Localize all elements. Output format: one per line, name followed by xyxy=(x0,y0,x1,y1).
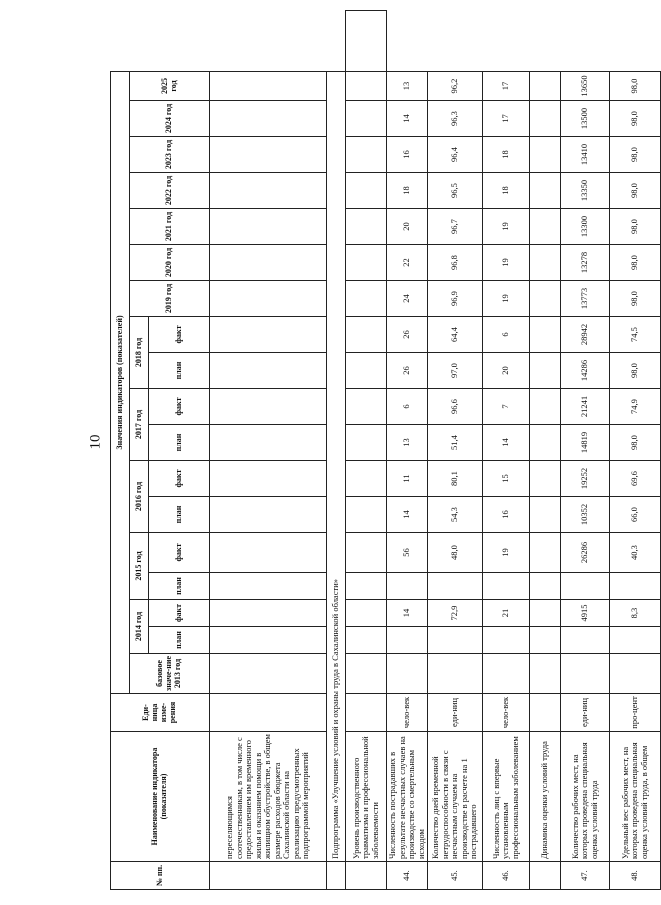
table-row xyxy=(387,11,428,890)
value-cell: 14 xyxy=(387,101,428,137)
value-cell xyxy=(530,389,561,425)
row-unit: еди-ниц xyxy=(428,694,483,732)
value-cell xyxy=(561,627,610,654)
row-name: Динамика оценки условий труда xyxy=(530,732,561,862)
header-fact-2015: факт xyxy=(149,533,210,573)
value-cell: 17 xyxy=(483,101,530,137)
row-name: Численность пострадавших в результате несчастных случаев на производстве со смертельным исходом xyxy=(387,732,428,862)
value-cell: 96,5 xyxy=(428,173,483,209)
value-cell xyxy=(530,281,561,317)
header-year-2014: 2014 год xyxy=(130,600,149,654)
value-cell xyxy=(428,573,483,600)
value-cell: 96,2 xyxy=(428,71,483,100)
value-cell: 24 xyxy=(387,281,428,317)
value-cell: 96,7 xyxy=(428,209,483,245)
value-cell: 69,6 xyxy=(610,461,661,497)
value-cell: 11 xyxy=(387,461,428,497)
value-cell: 8,3 xyxy=(610,600,661,627)
header-values-group: Значения индикаторов (показателей) xyxy=(111,71,130,693)
row-name: переселяющимся соотечественникам, в том числе с предоставлением им временного жилья и оказанием помощи в жилищном обустройстве, в общем размере расходов бюджета Сахалинской области на реализацию предусмотренных подпрограммой мероприятий xyxy=(210,732,327,862)
value-cell xyxy=(530,317,561,353)
value-cell: 18 xyxy=(387,173,428,209)
rotated-page xyxy=(110,10,649,890)
value-cell: 20 xyxy=(483,353,530,389)
indicators-table xyxy=(110,10,661,890)
value-cell: 14 xyxy=(387,497,428,533)
value-cell xyxy=(483,654,530,694)
value-cell: 21 xyxy=(483,600,530,627)
row-name: Удельный вес рабочих мест, на которых проведена специальная оценка условий труда, в общем xyxy=(610,732,661,862)
value-cell: 26 xyxy=(387,353,428,389)
value-cell: 16 xyxy=(483,497,530,533)
value-cell: 19 xyxy=(483,533,530,573)
value-cell xyxy=(483,573,530,600)
header-num: № пп. xyxy=(111,862,210,890)
header-year-2022: 2022 год xyxy=(130,173,210,209)
header-plan-2016: план xyxy=(149,497,210,533)
table-row xyxy=(428,11,483,890)
header-plan-2017: план xyxy=(149,425,210,461)
header-plan-2018: план xyxy=(149,353,210,389)
value-cell: 98,0 xyxy=(610,353,661,389)
value-cell: 98,0 xyxy=(610,101,661,137)
table-row xyxy=(530,11,561,890)
value-cell: 13650 xyxy=(561,71,610,100)
header-year-2016: 2016 год xyxy=(130,461,149,533)
row-num: 44. xyxy=(387,862,428,890)
header-unit: Еди-ница изме-рения xyxy=(111,694,210,732)
header-year-2021: 2021 год xyxy=(130,209,210,245)
value-cell: 56 xyxy=(387,533,428,573)
value-cell: 80,1 xyxy=(428,461,483,497)
row-num xyxy=(530,862,561,890)
value-cell: 64,4 xyxy=(428,317,483,353)
value-cell: 6 xyxy=(387,389,428,425)
value-cell: 98,0 xyxy=(610,173,661,209)
value-cell: 98,0 xyxy=(610,137,661,173)
value-cell: 6 xyxy=(483,317,530,353)
value-cell: 19 xyxy=(483,209,530,245)
row-name: Количество рабочих мест, на которых проведена специальная оценка условий труда xyxy=(561,732,610,862)
header-plan-2015: план xyxy=(149,573,210,600)
value-cell: 13 xyxy=(387,71,428,100)
value-cell xyxy=(387,654,428,694)
value-cell: 21241 xyxy=(561,389,610,425)
value-cell xyxy=(530,461,561,497)
value-cell: 13410 xyxy=(561,137,610,173)
value-cell xyxy=(530,654,561,694)
header-year-2019: 2019 год xyxy=(130,281,210,317)
value-cell xyxy=(530,533,561,573)
value-cell: 7 xyxy=(483,389,530,425)
value-cell xyxy=(561,654,610,694)
value-cell: 96,6 xyxy=(428,389,483,425)
row-unit: про-цент xyxy=(610,694,661,732)
row-num: 48. xyxy=(610,862,661,890)
value-cell xyxy=(610,573,661,600)
table-row xyxy=(483,11,530,890)
value-cell: 14819 xyxy=(561,425,610,461)
value-cell: 26 xyxy=(387,317,428,353)
value-cell: 98,0 xyxy=(610,281,661,317)
value-cell xyxy=(530,353,561,389)
value-cell xyxy=(530,627,561,654)
value-cell: 96,4 xyxy=(428,137,483,173)
value-cell: 96,8 xyxy=(428,245,483,281)
value-cell: 13500 xyxy=(561,101,610,137)
value-cell xyxy=(428,627,483,654)
value-cell xyxy=(610,627,661,654)
value-cell: 10352 xyxy=(561,497,610,533)
table-row xyxy=(610,11,661,890)
value-cell: 13300 xyxy=(561,209,610,245)
value-cell xyxy=(530,497,561,533)
value-cell xyxy=(530,209,561,245)
value-cell: 13773 xyxy=(561,281,610,317)
value-cell: 20 xyxy=(387,209,428,245)
value-cell: 13350 xyxy=(561,173,610,209)
value-cell xyxy=(530,173,561,209)
value-cell: 72,9 xyxy=(428,600,483,627)
value-cell: 96,9 xyxy=(428,281,483,317)
value-cell: 13278 xyxy=(561,245,610,281)
row-num: 47. xyxy=(561,862,610,890)
header-year-2015: 2015 год xyxy=(130,533,149,600)
value-cell: 74,5 xyxy=(610,317,661,353)
value-cell xyxy=(530,71,561,100)
value-cell xyxy=(483,627,530,654)
header-year-2024: 2024 год xyxy=(130,101,210,137)
value-cell xyxy=(610,654,661,694)
value-cell xyxy=(387,573,428,600)
value-cell: 14 xyxy=(387,600,428,627)
table-row-continuation xyxy=(210,11,327,890)
row-name: Численность лиц с впервые установленным профессиональным заболеванием xyxy=(483,732,530,862)
value-cell: 48,0 xyxy=(428,533,483,573)
value-cell: 97,0 xyxy=(428,353,483,389)
value-cell: 96,3 xyxy=(428,101,483,137)
table-row-section xyxy=(346,11,387,890)
header-year-2025: 2025 год xyxy=(130,71,210,100)
value-cell: 66,0 xyxy=(610,497,661,533)
row-name: Уровень производственного травматизма и профессиональной заболеваемости xyxy=(346,732,387,862)
value-cell: 19 xyxy=(483,245,530,281)
value-cell xyxy=(530,101,561,137)
value-cell: 28942 xyxy=(561,317,610,353)
value-cell: 19252 xyxy=(561,461,610,497)
header-plan-2014: план xyxy=(149,627,210,654)
row-num: 46. xyxy=(483,862,530,890)
value-cell: 98,0 xyxy=(610,425,661,461)
value-cell: 26286 xyxy=(561,533,610,573)
header-year-2020: 2020 год xyxy=(130,245,210,281)
value-cell: 15 xyxy=(483,461,530,497)
row-unit: еди-ниц xyxy=(561,694,610,732)
value-cell xyxy=(428,654,483,694)
value-cell: 16 xyxy=(387,137,428,173)
header-name: Наименование индикатора (показателя) xyxy=(111,732,210,862)
value-cell: 18 xyxy=(483,137,530,173)
value-cell xyxy=(561,573,610,600)
table-row-subprogram xyxy=(327,11,346,890)
row-name: Количество дней временной нетрудоспособности в связи с несчастным случаем на производстве в расчете на 1 пострадавшего xyxy=(428,732,483,862)
row-num: 45. xyxy=(428,862,483,890)
header-fact-2014: факт xyxy=(149,600,210,627)
value-cell: 74,9 xyxy=(610,389,661,425)
value-cell: 22 xyxy=(387,245,428,281)
value-cell xyxy=(387,627,428,654)
table-row xyxy=(561,11,610,890)
header-year-2023: 2023 год xyxy=(130,137,210,173)
subprogram-title: Подпрограмма «Улучшение условий и охраны труда в Сахалинской области» xyxy=(327,71,346,861)
value-cell: 54,3 xyxy=(428,497,483,533)
header-fact-2016: факт xyxy=(149,461,210,497)
header-year-2018: 2018 год xyxy=(130,317,149,389)
header-year-2017: 2017 год xyxy=(130,389,149,461)
value-cell xyxy=(530,573,561,600)
value-cell: 98,0 xyxy=(610,209,661,245)
value-cell: 14 xyxy=(483,425,530,461)
value-cell: 40,3 xyxy=(610,533,661,573)
value-cell: 19 xyxy=(483,281,530,317)
header-fact-2018: факт xyxy=(149,317,210,353)
value-cell: 98,0 xyxy=(610,245,661,281)
row-unit: чело-век xyxy=(387,694,428,732)
row-num xyxy=(210,862,327,890)
value-cell: 98,0 xyxy=(610,71,661,100)
value-cell xyxy=(530,137,561,173)
value-cell xyxy=(530,425,561,461)
value-cell: 14286 xyxy=(561,353,610,389)
value-cell: 51,4 xyxy=(428,425,483,461)
value-cell xyxy=(530,600,561,627)
row-unit xyxy=(530,694,561,732)
value-cell xyxy=(530,245,561,281)
value-cell: 18 xyxy=(483,173,530,209)
page-number: 10 xyxy=(87,434,104,450)
value-cell: 4915 xyxy=(561,600,610,627)
header-fact-2017: факт xyxy=(149,389,210,425)
value-cell: 13 xyxy=(387,425,428,461)
value-cell: 17 xyxy=(483,71,530,100)
header-base: базовое значе-ние 2013 год xyxy=(130,654,210,694)
row-unit: чело-век xyxy=(483,694,530,732)
